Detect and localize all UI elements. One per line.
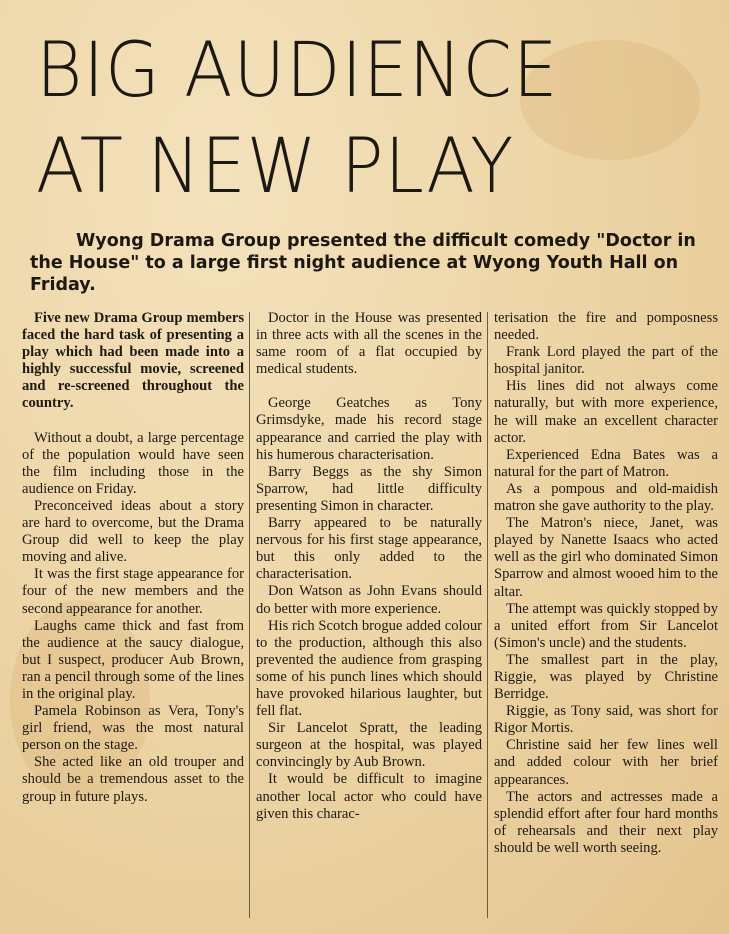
paragraph-gap bbox=[256, 378, 482, 395]
paragraph: Barry appeared to be naturally nervous for his first stage appearance, but this only added to the characterisation. bbox=[256, 515, 482, 583]
paragraph: Without a doubt, a large percentage of the population would have seen the film including those in the audience on Friday. bbox=[22, 429, 244, 497]
paragraph: She acted like an old trouper and should be a tremendous asset to the group in future plays. bbox=[22, 754, 244, 805]
column-divider bbox=[487, 312, 488, 918]
paragraph: Don Watson as John Evans should do better with more experience. bbox=[256, 583, 482, 617]
article-column-3 bbox=[494, 310, 718, 857]
paragraph: Frank Lord played the part of the hospital janitor. bbox=[494, 344, 718, 378]
paragraph: Sir Lancelot Spratt, the leading surgeon at the hospital, was played convincingly by Aub Brown. bbox=[256, 720, 482, 771]
paragraph: The smallest part in the play, Riggie, was played by Christine Berridge. bbox=[494, 651, 718, 703]
paragraph: The Matron's niece, Janet, was played by Nanette Isaacs who acted well as the girl who dominated Simon Sparrow and almost wooed him to the altar. bbox=[494, 515, 718, 600]
headline-line-2: AT NEW PLAY bbox=[36, 121, 515, 210]
paragraph: The attempt was quickly stopped by a united effort from Sir Lancelot (Simon's uncle) and the students. bbox=[494, 600, 718, 651]
paragraph: His rich Scotch brogue added colour to the production, although this also prevented the audience from grasping some of his punch lines which should have provoked hilarious laughter, but fell flat. bbox=[256, 617, 482, 720]
article-column-1 bbox=[22, 310, 244, 806]
paragraph: It would be difficult to imagine another local actor who could have given this charac- bbox=[256, 771, 482, 822]
paragraph: Experienced Edna Bates was a natural for the part of Matron. bbox=[494, 446, 718, 480]
paragraph: Christine said her few lines well and added colour with her brief appearances. bbox=[494, 737, 718, 788]
paragraph-gap bbox=[22, 413, 244, 430]
lead-paragraph: Five new Drama Group members faced the hard task of presenting a play which had been made into a highly successful movie, screened and re-screened throughout the country. bbox=[22, 310, 244, 412]
paragraph: His lines did not always come naturally, but with more experience, he will make an excellent character actor. bbox=[494, 378, 718, 446]
column-divider bbox=[249, 312, 250, 918]
paragraph: As a pompous and old-maidish matron she gave authority to the play. bbox=[494, 480, 718, 515]
paragraph: It was the first stage appearance for four of the new members and the second appearance for another. bbox=[22, 566, 244, 617]
intro-paragraph: Wyong Drama Group presented the difficult comedy "Doctor in the House" to a large first night audience at Wyong Youth Hall on Friday. bbox=[30, 231, 696, 295]
paragraph: Riggie, as Tony said, was short for Rigor Mortis. bbox=[494, 703, 718, 737]
paragraph: Laughs came thick and fast from the audience at the saucy dialogue, but I suspect, producer Aub Brown, ran a pencil through some of the lines in the original play. bbox=[22, 617, 244, 702]
headline bbox=[36, 22, 659, 214]
article-column-2 bbox=[256, 310, 482, 823]
paragraph: terisation the fire and pomposness needed. bbox=[494, 310, 718, 344]
paragraph: George Geatches as Tony Grimsdyke, made his record stage appearance and carried the play with his humerous characterisation. bbox=[256, 395, 482, 463]
paragraph: Pamela Robinson as Vera, Tony's girl friend, was the most natural person on the stage. bbox=[22, 703, 244, 754]
paragraph: Doctor in the House was presented in three acts with all the scenes in the same room of a flat occupied by medical students. bbox=[256, 310, 482, 378]
paragraph: The actors and actresses made a splendid effort after four hard months of rehearsals and their next play should be well worth seeing. bbox=[494, 788, 718, 856]
paragraph: Barry Beggs as the shy Simon Sparrow, had little difficulty presenting Simon in character. bbox=[256, 463, 482, 514]
headline-line-1: BIG AUDIENCE bbox=[36, 25, 559, 114]
paragraph: Preconceived ideas about a story are hard to overcome, but the Drama Group did well to keep the play moving and alive. bbox=[22, 497, 244, 566]
